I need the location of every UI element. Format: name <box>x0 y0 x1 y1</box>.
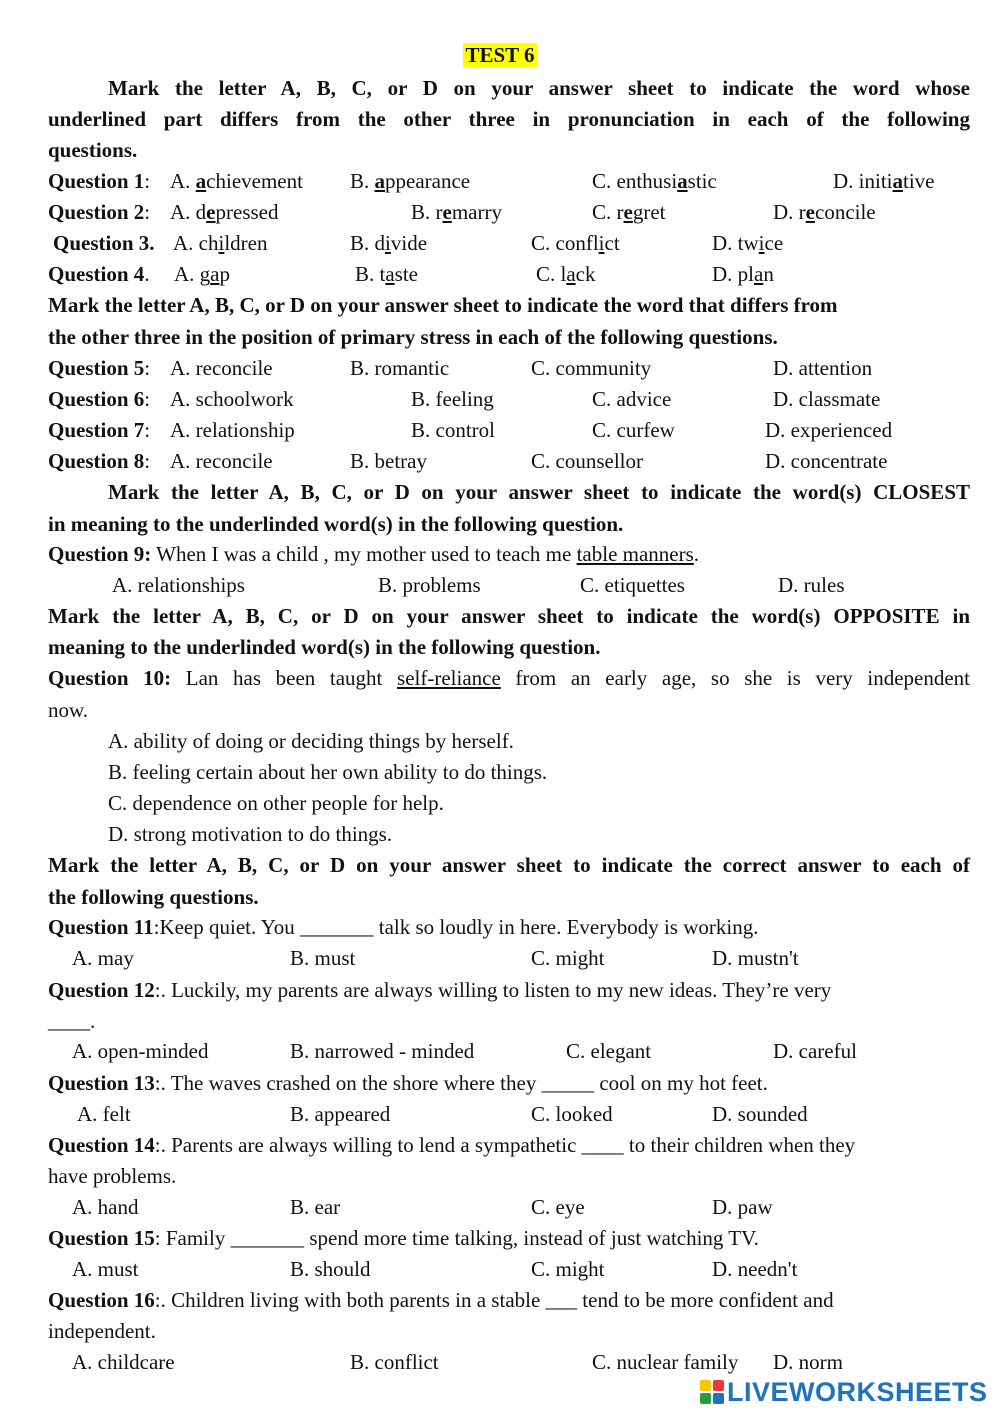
instruction-opposite-line-2: meaning to the underlinded word(s) in the following question. <box>48 635 601 659</box>
question-16-option-c[interactable]: C. nuclear family <box>592 1350 739 1374</box>
question-1-option-c[interactable]: C. enthusiastic <box>592 169 717 193</box>
question-1-option-b[interactable]: B. appearance <box>350 169 471 193</box>
logo-square-icon <box>713 1393 724 1404</box>
question-16-stem: Question 16:. Children living with both parents in a stable ___ tend to be more confident and <box>48 1288 834 1312</box>
question-10-stem-cont: now. <box>48 698 89 722</box>
question-3-label: Question 3. <box>53 231 155 255</box>
question-8-option-d[interactable]: D. concentrate <box>765 449 888 473</box>
question-6-option-a[interactable]: A. schoolwork <box>170 387 294 411</box>
instruction-pronunciation-line-2: underlined part differs from the other three in pronunciation in each of the following <box>48 107 970 131</box>
question-4-option-d[interactable]: D. plan <box>712 262 774 286</box>
question-2-option-c[interactable]: C. regret <box>592 200 666 224</box>
liveworksheets-grid-icon <box>700 1380 724 1404</box>
question-13-stem: Question 13:. The waves crashed on the shore where they _____ cool on my hot feet. <box>48 1071 768 1095</box>
question-13-option-b[interactable]: B. appeared <box>290 1102 391 1126</box>
question-7-label: Question 7: <box>48 418 151 442</box>
question-1-label: Question 1: <box>48 169 151 193</box>
question-12-stem: Question 12:. Luckily, my parents are always willing to listen to my new ideas. They’re very <box>48 978 832 1002</box>
question-16-option-a[interactable]: A. childcare <box>72 1350 175 1374</box>
instruction-closest-line-1: Mark the letter A, B, C, or D on your answer sheet to indicate the word(s) CLOSEST <box>108 480 970 504</box>
question-11-stem: Question 11:Keep quiet. You _______ talk so loudly in here. Everybody is working. <box>48 915 759 939</box>
question-10-option-c[interactable]: C. dependence on other people for help. <box>108 791 444 815</box>
question-15-option-c[interactable]: C. might <box>531 1257 605 1281</box>
logo-square-icon <box>700 1380 711 1391</box>
question-6-label: Question 6: <box>48 387 151 411</box>
question-13-option-d[interactable]: D. sounded <box>712 1102 808 1126</box>
question-2-option-a[interactable]: A. depressed <box>170 200 279 224</box>
question-1-option-a[interactable]: A. achievement <box>170 169 303 193</box>
question-10-stem: Question 10: Lan has been taught self-reliance from an early age, so she is very independent <box>48 666 971 690</box>
question-7-option-c[interactable]: C. curfew <box>592 418 675 442</box>
question-14-stem: Question 14:. Parents are always willing to lend a sympathetic ____ to their children when they <box>48 1133 856 1157</box>
instruction-pronunciation-line-1: Mark the letter A, B, C, or D on your answer sheet to indicate the word whose <box>108 76 970 100</box>
liveworksheets-logo[interactable] <box>700 1375 988 1409</box>
question-10-option-b[interactable]: B. feeling certain about her own ability to do things. <box>108 760 548 784</box>
question-11-option-c[interactable]: C. might <box>531 946 605 970</box>
question-8-option-c[interactable]: C. counsellor <box>531 449 643 473</box>
question-3-option-a[interactable]: A. children <box>173 231 268 255</box>
liveworksheets-wordmark: LIVEWORKSHEETS <box>727 1376 988 1407</box>
instruction-correct-line-2: the following questions. <box>48 885 259 909</box>
instruction-stress-line-2: the other three in the position of primary stress in each of the following questions. <box>48 325 778 349</box>
question-15-option-a[interactable]: A. must <box>72 1257 139 1281</box>
question-4-option-a[interactable]: A. gap <box>174 262 230 286</box>
question-5-label: Question 5: <box>48 356 151 380</box>
question-12-option-d[interactable]: D. careful <box>773 1039 857 1063</box>
question-6-option-c[interactable]: C. advice <box>592 387 672 411</box>
question-9-option-b[interactable]: B. problems <box>378 573 481 597</box>
question-9-option-a[interactable]: A. relationships <box>112 573 245 597</box>
question-7-option-b[interactable]: B. control <box>411 418 495 442</box>
question-13-option-a[interactable]: A. felt <box>77 1102 131 1126</box>
question-2-option-d[interactable]: D. reconcile <box>773 200 876 224</box>
question-14-option-d[interactable]: D. paw <box>712 1195 773 1219</box>
question-2-option-b[interactable]: B. remarry <box>411 200 502 224</box>
question-5-option-b[interactable]: B. romantic <box>350 356 450 380</box>
question-15-stem: Question 15: Family _______ spend more time talking, instead of just watching TV. <box>48 1226 759 1250</box>
instruction-pronunciation-line-3: questions. <box>48 138 138 162</box>
question-3-option-c[interactable]: C. conflict <box>531 231 620 255</box>
question-9-option-c[interactable]: C. etiquettes <box>580 573 685 597</box>
test-title: TEST 6 <box>465 43 535 67</box>
question-12-option-c[interactable]: C. elegant <box>566 1039 652 1063</box>
question-16-option-d[interactable]: D. norm <box>773 1350 843 1374</box>
question-8-option-a[interactable]: A. reconcile <box>170 449 273 473</box>
question-1-option-d[interactable]: D. initiative <box>833 169 935 193</box>
question-11-option-b[interactable]: B. must <box>290 946 356 970</box>
question-5-option-d[interactable]: D. attention <box>773 356 873 380</box>
question-10-option-d[interactable]: D. strong motivation to do things. <box>108 822 393 846</box>
instruction-closest-line-2: in meaning to the underlinded word(s) in the following question. <box>48 512 624 536</box>
question-3-option-d[interactable]: D. twice <box>712 231 784 255</box>
question-4-label: Question 4. <box>48 262 150 286</box>
question-16-option-b[interactable]: B. conflict <box>350 1350 439 1374</box>
instruction-opposite-line-1: Mark the letter A, B, C, or D on your answer sheet to indicate the word(s) OPPOSITE in <box>48 604 970 628</box>
logo-square-icon <box>700 1393 711 1404</box>
question-5-option-c[interactable]: C. community <box>531 356 652 380</box>
question-10-underlined: self-reliance <box>397 666 501 690</box>
question-13-option-c[interactable]: C. looked <box>531 1102 613 1126</box>
question-15-option-d[interactable]: D. needn't <box>712 1257 798 1281</box>
question-11-option-a[interactable]: A. may <box>72 946 134 970</box>
instruction-correct-line-1: Mark the letter A, B, C, or D on your answer sheet to indicate the correct answer to each of <box>48 853 970 877</box>
question-9-option-d[interactable]: D. rules <box>778 573 845 597</box>
question-16-stem-cont: independent. <box>48 1319 156 1343</box>
question-3-option-b[interactable]: B. divide <box>350 231 428 255</box>
question-4-option-b[interactable]: B. taste <box>355 262 418 286</box>
question-9-stem: Question 9: When I was a child , my mother used to teach me table manners. <box>48 542 700 566</box>
question-6-option-b[interactable]: B. feeling <box>411 387 494 411</box>
question-6-option-d[interactable]: D. classmate <box>773 387 881 411</box>
question-11-option-d[interactable]: D. mustn't <box>712 946 799 970</box>
question-9-underlined: table manners <box>576 542 694 566</box>
question-14-option-c[interactable]: C. eye <box>531 1195 585 1219</box>
question-12-option-b[interactable]: B. narrowed - minded <box>290 1039 475 1063</box>
question-12-option-a[interactable]: A. open-minded <box>72 1039 209 1063</box>
question-8-option-b[interactable]: B. betray <box>350 449 427 473</box>
question-15-option-b[interactable]: B. should <box>290 1257 371 1281</box>
question-10-option-a[interactable]: A. ability of doing or deciding things by herself. <box>108 729 514 753</box>
question-7-option-a[interactable]: A. relationship <box>170 418 295 442</box>
question-2-label: Question 2: <box>48 200 151 224</box>
instruction-stress-line-1: Mark the letter A, B, C, or D on your answer sheet to indicate the word that differs from <box>48 293 838 317</box>
logo-square-icon <box>713 1380 724 1391</box>
question-12-stem-cont: ____. <box>48 1009 96 1033</box>
question-14-stem-cont: have problems. <box>48 1164 177 1188</box>
question-14-option-a[interactable]: A. hand <box>72 1195 139 1219</box>
question-5-option-a[interactable]: A. reconcile <box>170 356 273 380</box>
question-14-option-b[interactable]: B. ear <box>290 1195 341 1219</box>
question-8-label: Question 8: <box>48 449 151 473</box>
question-4-option-c[interactable]: C. lack <box>536 262 596 286</box>
question-7-option-d[interactable]: D. experienced <box>765 418 893 442</box>
